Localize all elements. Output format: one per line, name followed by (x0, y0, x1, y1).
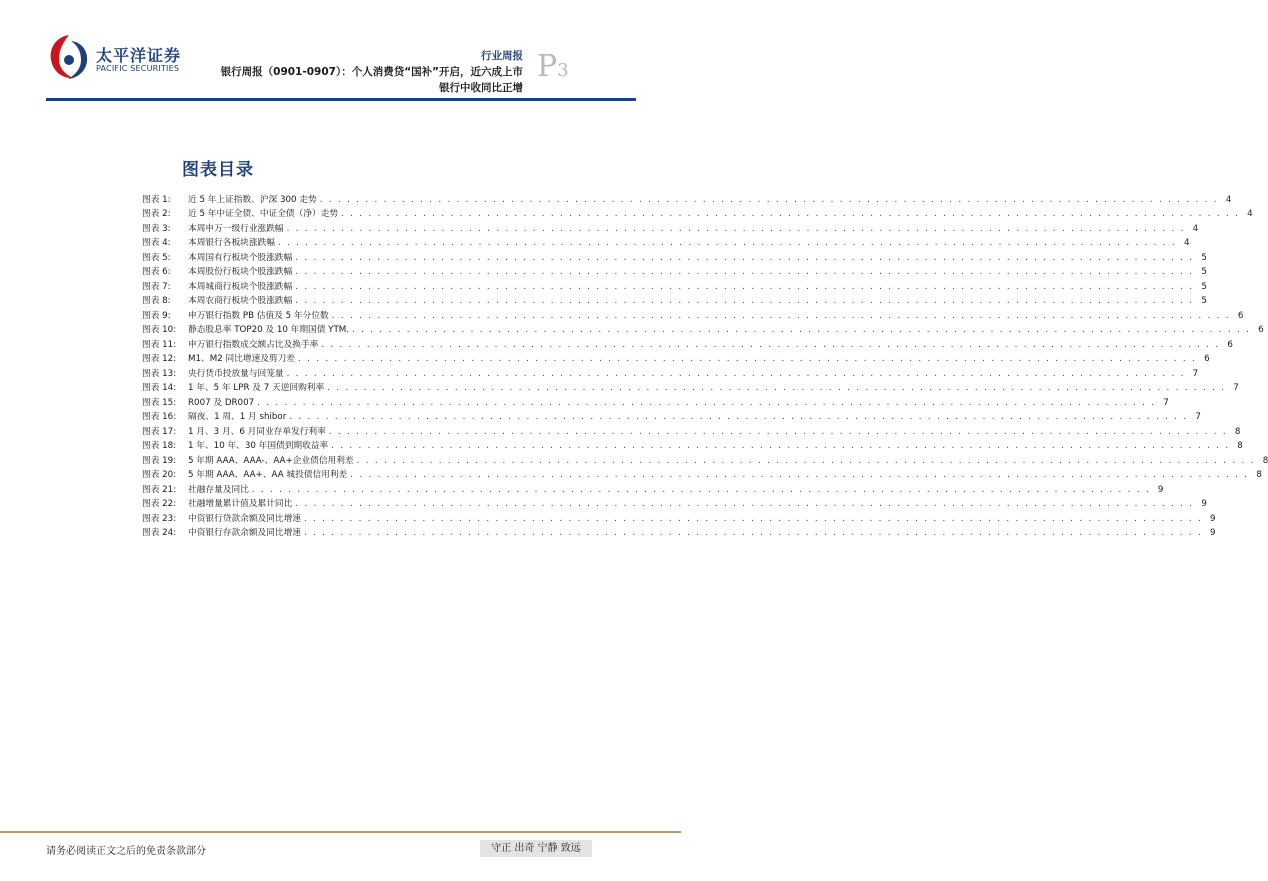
toc-entry[interactable] (142, 350, 1210, 365)
toc-leader-dots (304, 528, 1203, 538)
toc-leader-dots (278, 238, 1177, 248)
toc-entry-title: 申万银行指数成交额占比及换手率 (188, 339, 319, 350)
toc-entry[interactable] (142, 437, 1243, 452)
toc-entry-label: 图表 1: (142, 194, 171, 205)
toc-leader-dots (298, 354, 1197, 364)
logo-english-name: PACIFIC SECURITIES (96, 64, 180, 73)
toc-entry-label: 图表 23: (142, 513, 177, 524)
toc-entry-page: 7 (1192, 368, 1199, 379)
page-letter: P (537, 49, 558, 84)
toc-entry-label: 图表 22: (142, 499, 177, 509)
toc-entry-title: 静态股息率 TOP20 及 10 年期国债 YTM. (188, 325, 350, 335)
toc-entry-page: 7 (1233, 383, 1239, 393)
toc-entry-title: 1 月、3 月、6 月同业存单发行利率 (188, 426, 326, 437)
toc-entry-title: 隔夜、1 周、1 月 shibor (188, 412, 287, 422)
footer-motto: 守正 出奇 宁静 致远 (480, 840, 592, 857)
toc-entry-label: 图表 16: (142, 412, 177, 422)
toc-entry[interactable] (142, 524, 1216, 539)
toc-entry-page: 4 (1183, 238, 1190, 248)
toc-leader-dots (257, 398, 1156, 408)
toc-entry-title: 本周股份行板块个股涨跌幅 (188, 267, 293, 277)
toc-leader-dots (295, 267, 1194, 277)
toc-entry-page: 8 (1262, 455, 1268, 466)
toc-entry-title: 近 5 年上证指数、沪深 300 走势 (188, 194, 317, 205)
toc-leader-dots (350, 470, 1249, 480)
toc-entry-title: 1 年、10 年、30 年国债到期收益率 (188, 441, 329, 451)
report-type: 行业周报 (481, 50, 523, 62)
toc-entry[interactable] (142, 466, 1262, 481)
toc-entry-title: 本周国有行板块个股涨跌幅 (188, 252, 293, 263)
toc-entry-title: 1 年、5 年 LPR 及 7 天逆回购利率 (188, 383, 325, 393)
toc-entry[interactable] (142, 306, 1244, 321)
toc-entry[interactable] (142, 364, 1199, 379)
report-title-line2: 银行中收同比正增 (439, 82, 523, 94)
toc-entry-label: 图表 20: (142, 470, 177, 480)
toc-leader-dots (295, 282, 1194, 292)
toc-entry-title: 社融增量累计值及累计同比 (188, 499, 293, 509)
toc-entry-page: 8 (1256, 470, 1262, 480)
toc-leader-dots (331, 441, 1230, 451)
toc-entry-label: 图表 6: (142, 267, 171, 277)
toc-entry[interactable] (142, 451, 1268, 466)
toc-entry-title: 近 5 年中证全债、中证全债（净）走势 (188, 209, 339, 219)
toc-entry-page: 6 (1258, 325, 1264, 335)
toc-entry-label: 图表 17: (142, 426, 177, 437)
toc-leader-dots (295, 296, 1194, 306)
toc-entry-label: 图表 2: (142, 209, 171, 219)
toc-leader-dots (332, 311, 1231, 321)
toc-entry-label: 图表 4: (142, 238, 171, 248)
toc-entry[interactable] (142, 277, 1207, 292)
toc-leader-dots (327, 383, 1226, 393)
toc-entry-label: 图表 8: (142, 296, 171, 306)
toc-entry[interactable] (142, 335, 1233, 350)
toc-entry[interactable] (142, 408, 1201, 423)
toc-entry-page: 5 (1201, 296, 1207, 306)
toc-entry-page: 8 (1234, 426, 1241, 437)
toc-entry[interactable] (142, 379, 1239, 394)
toc-leader-dots (341, 209, 1240, 219)
toc-leader-dots (352, 325, 1251, 335)
toc-leader-dots (304, 514, 1203, 524)
toc-entry-label: 图表 5: (142, 252, 171, 263)
toc-entry-label: 图表 14: (142, 383, 177, 393)
toc-leader-dots (320, 195, 1219, 205)
toc-entry-label: 图表 15: (142, 397, 177, 408)
toc-entry[interactable] (142, 205, 1253, 220)
toc-entry-label: 图表 11: (142, 339, 177, 350)
toc-entry-page: 8 (1237, 441, 1243, 451)
toc-entry[interactable] (142, 292, 1207, 307)
toc-entry-label: 图表 9: (142, 310, 171, 321)
toc-entry-page: 9 (1201, 499, 1207, 509)
toc-entry-title: M1、M2 同比增速及剪刀差 (188, 354, 295, 364)
toc-entry-label: 图表 18: (142, 441, 177, 451)
toc-leader-dots (287, 224, 1186, 234)
toc-entry-title: 5 年期 AAA、AA+、AA 城投债信用利差 (188, 470, 348, 480)
toc-entry-page: 9 (1157, 484, 1164, 495)
toc-leader-dots (329, 427, 1228, 437)
toc-entry-title: R007 及 DR007 (188, 397, 255, 408)
toc-entry-page: 4 (1247, 209, 1253, 219)
toc-entry-page: 6 (1227, 339, 1233, 350)
company-logo (46, 33, 196, 85)
page-digit: 3 (557, 60, 569, 81)
toc-entry-title: 中资银行存款余额及同比增速 (188, 528, 301, 538)
toc-entry[interactable] (142, 219, 1199, 234)
toc-entry-page: 6 (1204, 354, 1210, 364)
toc-list (142, 190, 1268, 538)
toc-entry-page: 6 (1237, 310, 1244, 321)
toc-entry-title: 本周城商行板块个股涨跌幅 (188, 281, 293, 292)
toc-entry-label: 图表 21: (142, 484, 177, 495)
toc-entry[interactable] (142, 509, 1216, 524)
toc-entry[interactable] (142, 263, 1207, 278)
toc-entry[interactable] (142, 480, 1164, 495)
footer-disclaimer: 请务必阅读正文之后的免责条款部分 (46, 846, 206, 857)
page-number (537, 49, 569, 86)
toc-entry-label: 图表 3: (142, 223, 171, 234)
toc-entry-title: 社融存量及同比 (188, 484, 249, 495)
toc-entry-label: 图表 12: (142, 354, 177, 364)
toc-entry-page: 4 (1192, 223, 1199, 234)
toc-entry[interactable] (142, 190, 1232, 205)
toc-entry-label: 图表 13: (142, 368, 177, 379)
toc-entry-page: 9 (1210, 528, 1216, 538)
toc-entry-page: 4 (1225, 194, 1232, 205)
toc-leader-dots (289, 412, 1188, 422)
toc-entry[interactable] (142, 234, 1190, 249)
toc-entry-label: 图表 24: (142, 528, 177, 538)
header-divider (46, 98, 636, 101)
toc-entry-page: 5 (1201, 252, 1207, 263)
toc-entry-page: 7 (1195, 412, 1201, 422)
toc-leader-dots (287, 369, 1186, 379)
toc-leader-dots (295, 253, 1194, 263)
footer-divider (0, 831, 681, 833)
toc-entry-page: 7 (1163, 397, 1169, 408)
toc-entry-label: 图表 10: (142, 325, 177, 335)
report-title-line1: 银行周报（0901-0907）：个人消费贷“国补”开启，近六成上市 (220, 66, 523, 78)
toc-entry-title: 本周农商行板块个股涨跌幅 (188, 296, 293, 306)
toc-leader-dots (321, 340, 1220, 350)
toc-entry-title: 本周申万一级行业涨跌幅 (188, 223, 284, 234)
toc-leader-dots (357, 456, 1256, 466)
toc-entry-label: 图表 19: (142, 455, 177, 466)
toc-entry-title: 本周银行各板块涨跌幅 (188, 238, 275, 248)
toc-entry-title: 央行货币投放量与回笼量 (188, 368, 284, 379)
toc-entry[interactable] (142, 248, 1207, 263)
toc-leader-dots (252, 485, 1151, 495)
toc-entry[interactable] (142, 495, 1207, 510)
toc-entry-title: 5 年期 AAA、AAA-、AA+企业债信用利差 (188, 455, 354, 466)
toc-entry[interactable] (142, 321, 1264, 336)
toc-entry[interactable] (142, 393, 1169, 408)
toc-entry-page: 5 (1201, 281, 1207, 292)
logo-chinese-name: 太平洋证券 (96, 46, 182, 65)
toc-heading: 图表目录 (182, 160, 254, 180)
toc-entry-title: 中资银行贷款余额及同比增速 (188, 513, 301, 524)
toc-entry-title: 申万银行指数 PB 估值及 5 年分位数 (188, 310, 329, 321)
toc-entry-page: 5 (1201, 267, 1207, 277)
toc-entry-label: 图表 7: (142, 281, 171, 292)
toc-entry-page: 9 (1210, 513, 1216, 524)
toc-entry[interactable] (142, 422, 1241, 437)
toc-leader-dots (295, 499, 1194, 509)
pacific-securities-logo-icon (46, 33, 92, 81)
